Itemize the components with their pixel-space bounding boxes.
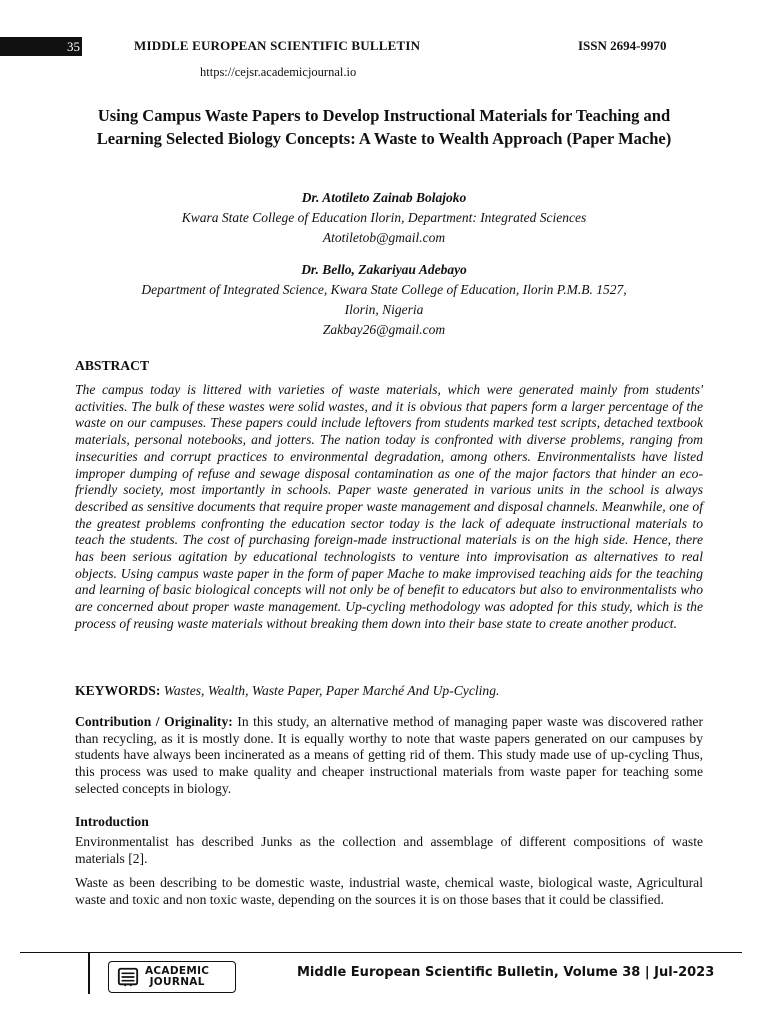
introduction-heading: Introduction (75, 814, 149, 829)
footer-vertical-divider (88, 952, 90, 994)
author-block-2 (70, 260, 698, 340)
paper-title: Using Campus Waste Papers to Develop Instructional Materials for Teaching and Learning Selected Biology Concepts: A Waste to Wealth Approach (Paper Mache) (96, 106, 672, 148)
introduction-paragraph-2: Waste as been describing to be domestic waste, industrial waste, chemical waste, biological waste, Agricultural waste and toxic and non toxic waste, depending on the sources it is on those bases that it could be classified. (75, 875, 703, 907)
open-book-icon (117, 966, 139, 988)
issn: ISSN 2694-9970 (578, 38, 667, 53)
logo-text-line1: ACADEMIC (145, 965, 210, 977)
logo-text (145, 966, 209, 988)
introduction-paragraph-1: Environmentalist has described Junks as the collection and assemblage of different compositions of waste materials [2]. (75, 834, 703, 866)
author-affiliation: Kwara State College of Education Ilorin, Department: Integrated Sciences (181, 210, 587, 225)
journal-url[interactable]: https://cejsr.academicjournal.io (200, 65, 357, 79)
author-email[interactable]: Zakbay26@gmail.com (322, 322, 446, 337)
page-number: 35 (0, 37, 82, 56)
footer-divider (20, 952, 742, 953)
keywords-label: KEYWORDS: (75, 683, 161, 698)
author-email[interactable]: Atotiletob@gmail.com (322, 230, 446, 245)
author-block-1 (70, 188, 698, 248)
contribution-paragraph (75, 714, 703, 798)
keywords (75, 683, 703, 700)
contribution-label: Contribution / Originality: (75, 714, 233, 729)
footer-citation: Middle European Scientific Bulletin, Volume 38 | Jul-2023 (297, 965, 715, 980)
journal-name: MIDDLE EUROPEAN SCIENTIFIC BULLETIN (134, 38, 421, 53)
contribution-text: In this study, an alternative method of managing paper waste was discovered rather than recycling, as it is mostly done. It is equally worthy to note that waste papers generated on our campuses by students have always been incinerated as a means of getting rid of them. This study made use of up-cycling Thus, this process was used to make quality and cheaper instructional materials from waste paper for teaching some selected concepts in biology. (75, 714, 703, 796)
academic-journal-logo (108, 961, 236, 993)
author-name: Dr. Atotileto Zainab Bolajoko (301, 190, 467, 205)
abstract-heading: ABSTRACT (75, 358, 150, 373)
keywords-value: Wastes, Wealth, Waste Paper, Paper Marché And Up-Cycling. (163, 683, 500, 698)
abstract-text: The campus today is littered with varieties of waste materials, which were generated mainly from students' activities. The bulk of these wastes were solid wastes, and it is obvious that papers form a larger percentage of the waste on our campuses. These papers could include leftovers from students marked test scripts, detached textbook materials, personal notebooks, and jotters. The nation today is confronted with diverse problems, ranging from insecurities and corrupt practices to environmental degradation, among others. Environmentalists have listed improper dumping of refuse and sewage disposal contamination as one of the major factors that hinder an eco-friendly society, most importantly in schools. Paper waste generated in various units in the school is always described as sensitive documents that require proper waste management and disposal channels. Meanwhile, one of the greatest problems confronting the education sector today is the lack of adequate instructional materials to teach the students. The cost of purchasing foreign-made instructional materials is on the high side. Hence, there has been serious agitation by educational technologists to venture into improvisation as alternatives to real objects. Using campus waste paper in the form of paper Mache to make improvised teaching aids for the teaching and learning of basic biological concepts will not only be of benefit to educators but also to environmentalists who are concerned about proper waste management. Up-cycling methodology was adopted for this study, which is the process of reusing waste materials without breaking them down into their base state to create another product. (75, 382, 703, 631)
logo-text-line2: JOURNAL (149, 976, 205, 988)
author-affiliation-city: Ilorin, Nigeria (344, 302, 424, 317)
author-name: Dr. Bello, Zakariyau Adebayo (301, 262, 467, 277)
author-affiliation: Department of Integrated Science, Kwara State College of Education, Ilorin P.M.B. 1527, (141, 282, 627, 297)
